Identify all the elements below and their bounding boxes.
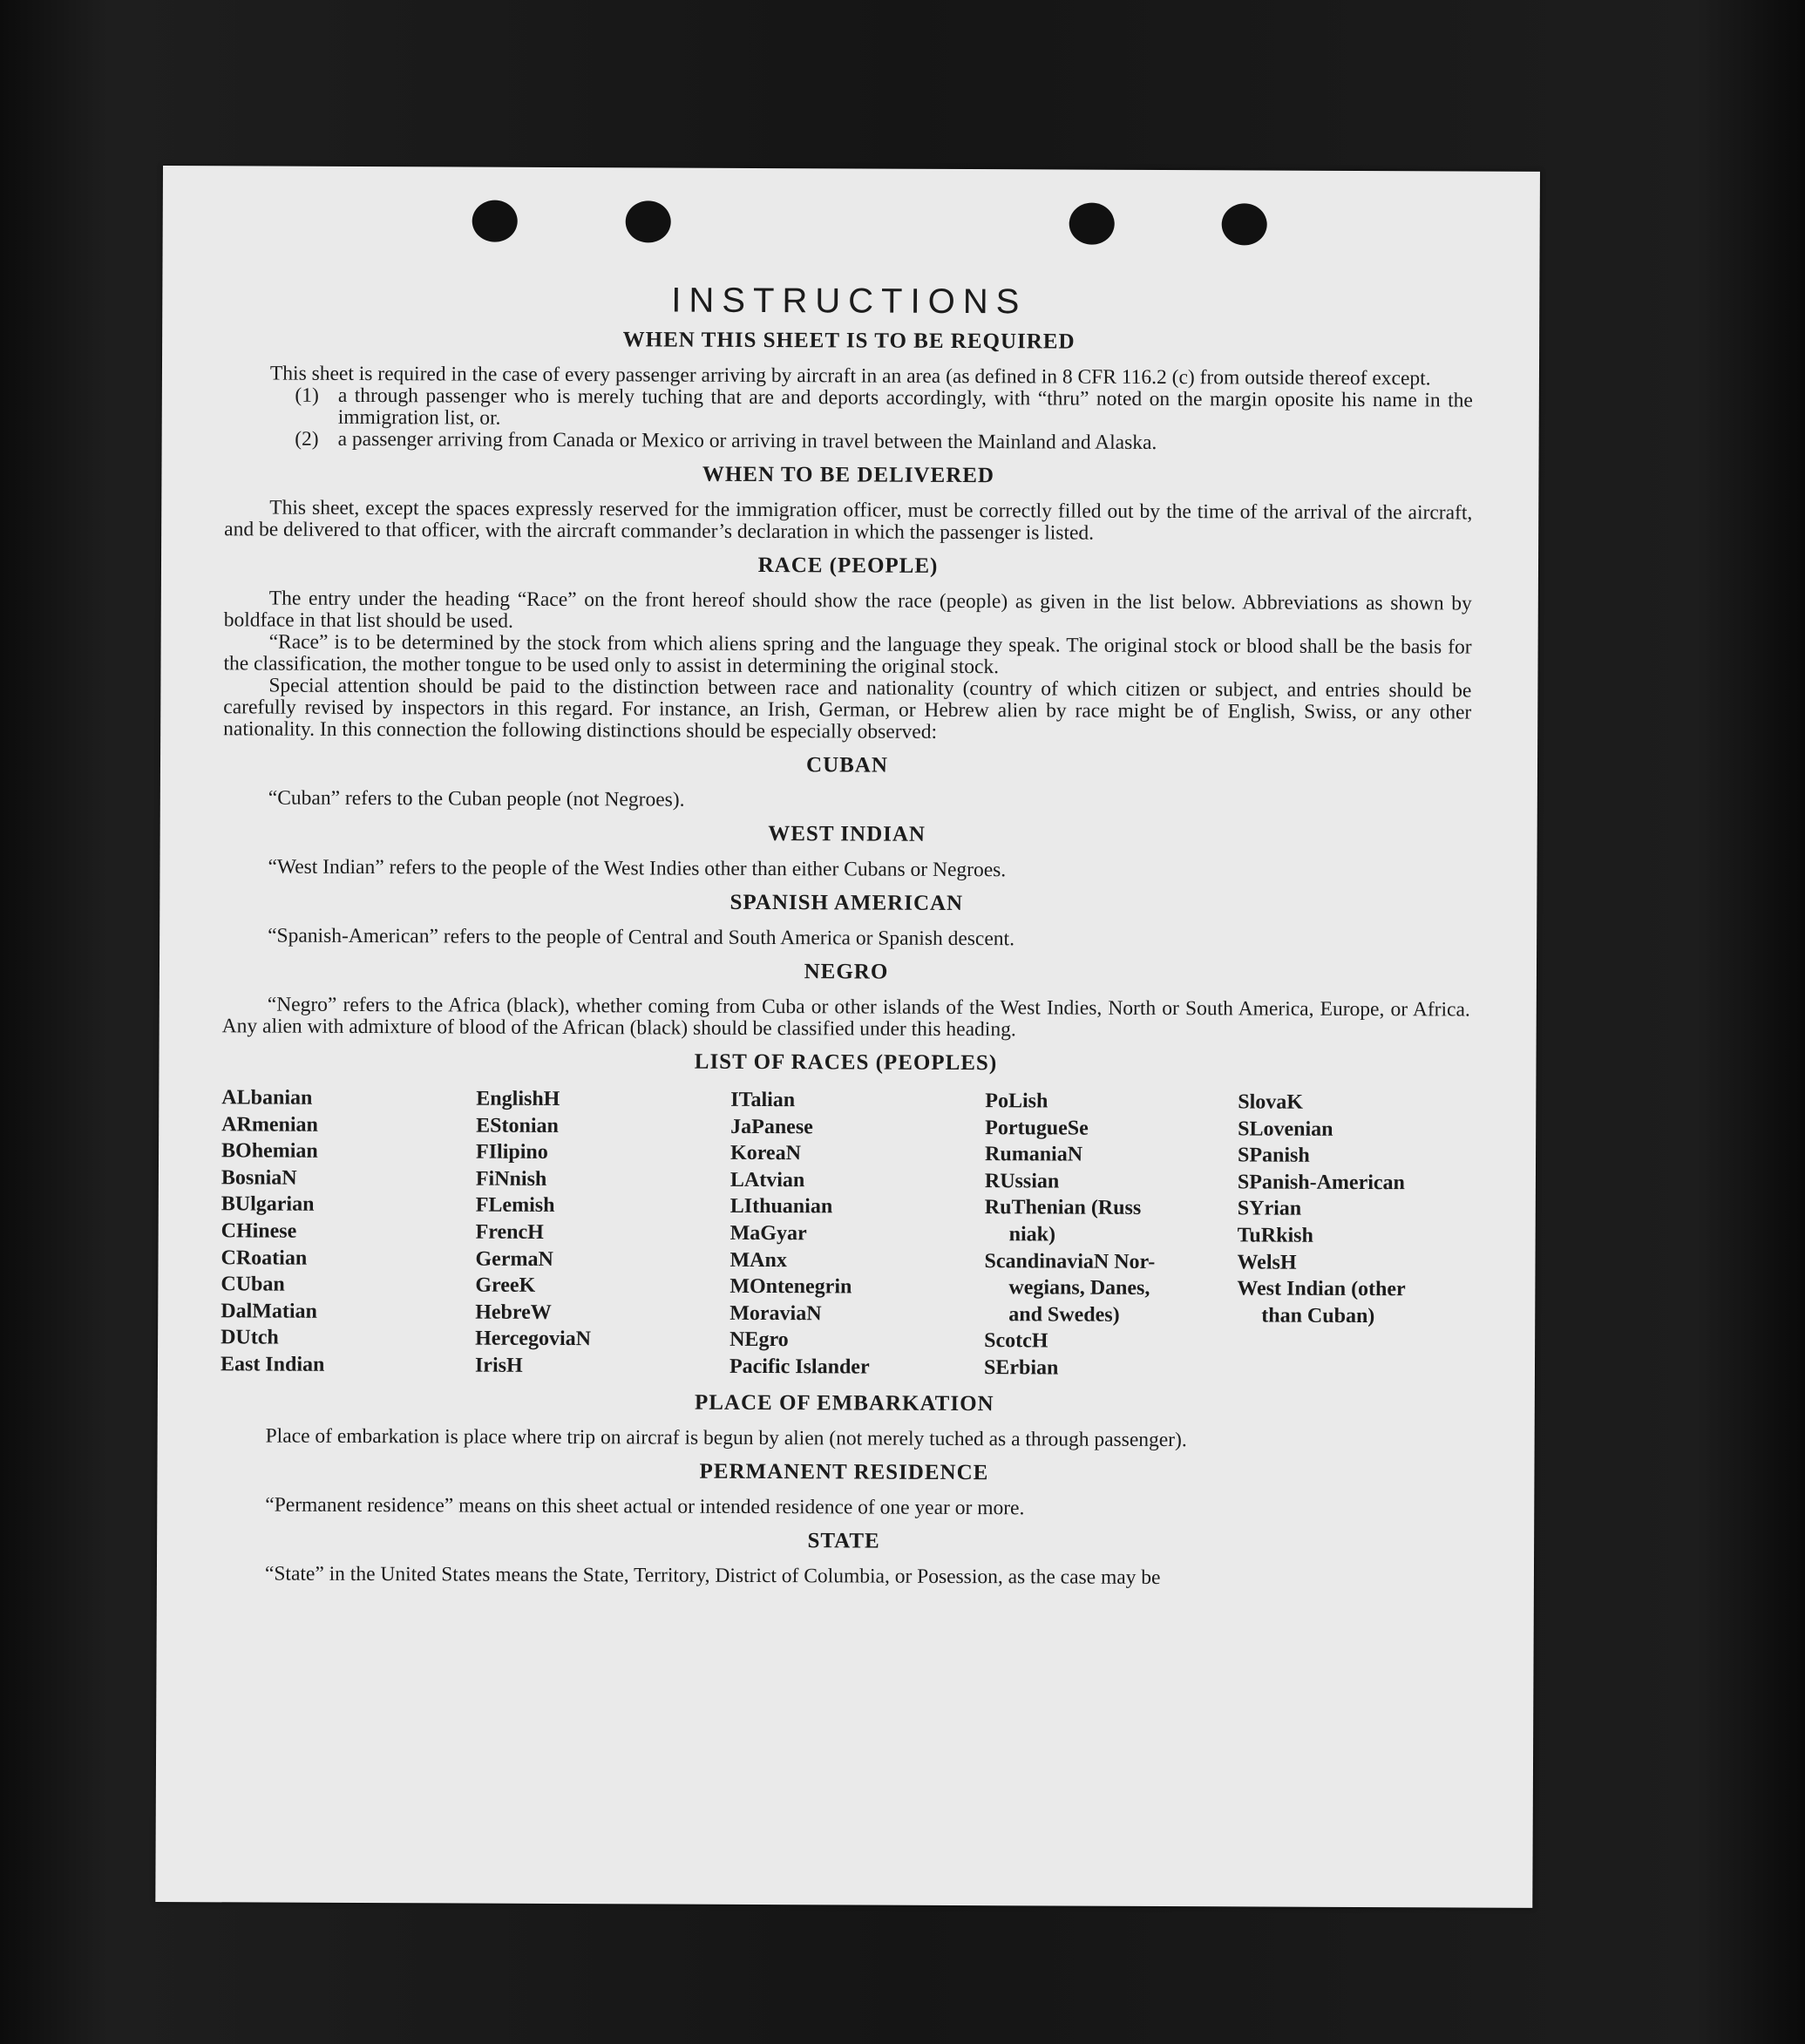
- document-body: [220, 279, 1474, 1590]
- section-heading-west-indian: WEST INDIAN: [768, 822, 926, 846]
- race-entry: ScandinaviaN Nor-: [984, 1249, 1156, 1273]
- race-entry: JaPanese: [730, 1115, 813, 1138]
- race-entry: HebreW: [475, 1300, 552, 1324]
- race-entry-continuation: and Swedes): [1008, 1302, 1120, 1327]
- race-entry: RuThenian (Russ: [984, 1196, 1142, 1220]
- race-entry: KoreaN: [730, 1142, 801, 1165]
- race-entry: NEgro: [729, 1328, 789, 1352]
- required-intro: This sheet is required in the case of every passenger arriving by aircraft in an area (as defined in 8 CFR 116.2 (c) from outside thereof except.: [269, 362, 1431, 390]
- race-entry: PortugueSe: [985, 1116, 1089, 1140]
- race-paragraph: “Race” is to be determined by the stock from which aliens spring and the language they speak. The original stock or blood shall be the basis for the classification, the mother tongue to be used only to assist in determining the original stock.: [223, 630, 1472, 679]
- race-entry: ScotcH: [984, 1329, 1048, 1353]
- race-entry: DUtch: [221, 1326, 279, 1349]
- race-paragraph: The entry under the heading “Race” on the front hereof should show the race (people) as given in the list below. Abbreviations as shown by boldface in that list should be used.: [223, 587, 1472, 633]
- section-heading-embarkation: PLACE OF EMBARKATION: [694, 1390, 994, 1416]
- punch-hole: [1069, 203, 1115, 245]
- race-entry: SYrian: [1237, 1197, 1302, 1221]
- race-entry: HercegoviaN: [475, 1327, 592, 1351]
- race-entry: MOntenegrin: [729, 1275, 852, 1299]
- races-column: [221, 1084, 476, 1379]
- cuban-text: “Cuban” refers to the Cuban people (not Negroes).: [268, 786, 685, 811]
- race-entry: CHinese: [221, 1219, 297, 1243]
- section-heading-spanish-american: SPANISH AMERICAN: [729, 890, 964, 916]
- section-heading-required: WHEN THIS SHEET IS TO BE REQUIRED: [622, 328, 1076, 354]
- race-entry-continuation: wegians, Danes,: [1008, 1276, 1150, 1300]
- race-entry: RumaniaN: [985, 1143, 1083, 1166]
- race-entry: PoLish: [985, 1090, 1048, 1113]
- race-entry: FLemish: [475, 1193, 555, 1218]
- races-column: [1237, 1089, 1469, 1383]
- race-entry: RUssian: [984, 1169, 1060, 1193]
- race-entry: Pacific Islander: [729, 1355, 870, 1379]
- race-entry: West Indian (other: [1237, 1277, 1406, 1301]
- race-entry: SErbian: [983, 1356, 1059, 1380]
- exception-item: [225, 428, 1473, 455]
- race-entry: BosniaN: [221, 1166, 297, 1190]
- races-list: [221, 1084, 1469, 1383]
- race-entry: GreeK: [475, 1273, 536, 1298]
- races-column: [475, 1086, 730, 1381]
- race-entry: CRoatian: [221, 1246, 308, 1270]
- section-heading-cuban: CUBAN: [805, 753, 889, 778]
- exception-text: a through passenger who is merely tuching that are and deports accordingly, with “thru” noted on the margin oposite his name in the immigration list, or.: [337, 384, 1473, 430]
- race-entry: SPanish: [1238, 1144, 1310, 1167]
- race-entry: GermaN: [475, 1247, 553, 1271]
- race-entry: EnglishH: [476, 1087, 560, 1110]
- race-entry: LAtvian: [729, 1168, 805, 1192]
- state-text: “State” in the United States means the State, Territory, District of Columbia, or Posession, as the case may be: [264, 1562, 1161, 1589]
- section-heading-race: RACE (PEOPLE): [757, 553, 939, 578]
- section-heading-residence: PERMANENT RESIDENCE: [699, 1459, 989, 1484]
- race-paragraph: Special attention should be paid to the distinction between race and nationality (country of which citizen or subject, and entries should be carefully revised by inspectors in this regard. For instance, an Irish, German, or Hebrew alien by race might be of English, Swiss, or any other nationality. In this connection the following distinctions should be especially observed:: [223, 674, 1472, 744]
- race-entry: ALbanian: [221, 1086, 313, 1110]
- race-entry: BOhemian: [221, 1139, 318, 1163]
- section-heading-negro: NEGRO: [804, 960, 889, 984]
- race-entry: BUlgarian: [221, 1192, 315, 1217]
- section-heading-races: LIST OF RACES (PEOPLES): [694, 1049, 998, 1076]
- race-entry: MoraviaN: [729, 1301, 822, 1326]
- race-entry: FrencH: [475, 1220, 544, 1244]
- exception-number: (2): [295, 427, 319, 451]
- race-entry: IrisH: [474, 1354, 523, 1377]
- race-entry: ARmenian: [221, 1112, 318, 1137]
- race-entry-continuation: niak): [1008, 1223, 1056, 1246]
- race-entry: TuRkish: [1237, 1224, 1313, 1247]
- race-entry: LIthuanian: [729, 1195, 833, 1219]
- race-entry: CUban: [221, 1273, 285, 1296]
- punch-hole: [1222, 203, 1267, 245]
- exception-text: a passenger arriving from Canada or Mexico or arriving in travel between the Mainland and Alaska.: [337, 427, 1157, 454]
- exception-number: (1): [295, 384, 319, 407]
- race-entry: MAnx: [729, 1248, 787, 1272]
- residence-text: “Permanent residence” means on this sheet actual or intended residence of one year or more.: [265, 1493, 1025, 1519]
- punch-hole: [626, 200, 671, 242]
- negro-text: “Negro” refers to the Africa (black), whether coming from Cuba or other islands of the West Indies, North or South America, Europe, or Africa. Any alien with admixture of blood of the African (black) should be classified under this heading.: [221, 993, 1470, 1042]
- race-entry: FiNnish: [475, 1167, 547, 1191]
- section-heading-state: STATE: [807, 1528, 880, 1553]
- embarkation-text: Place of embarkation is place where trip on aircraf is begun by alien (not merely tuched as a through passenger).: [265, 1424, 1187, 1451]
- race-entry-continuation: than Cuban): [1261, 1304, 1375, 1328]
- race-entry: East Indian: [220, 1353, 325, 1376]
- section-heading-delivered: WHEN TO BE DELIVERED: [702, 462, 995, 488]
- race-entry: SlovaK: [1238, 1090, 1304, 1114]
- west-indian-text: “West Indian” refers to the people of the West Indies other than either Cubans or Negroes.: [268, 855, 1007, 882]
- races-column: [984, 1088, 1238, 1382]
- race-entry: SPanish-American: [1237, 1171, 1405, 1195]
- race-entry: FIlipino: [476, 1140, 548, 1165]
- spanish-american-text: “Spanish-American” refers to the people of Central and South America or Spanish descent.: [268, 924, 1015, 951]
- race-entry: EStonian: [476, 1114, 559, 1137]
- races-column: [729, 1087, 985, 1382]
- race-entry: WelsH: [1237, 1250, 1297, 1274]
- punch-hole: [472, 200, 518, 242]
- race-entry: MaGyar: [729, 1221, 807, 1246]
- race-entry: ITalian: [730, 1088, 796, 1112]
- race-entry: SLovenian: [1238, 1117, 1333, 1141]
- delivered-text: This sheet, except the spaces expressly reserved for the immigration officer, must be correctly filled out by the time of the arrival of the aircraft, and be delivered to that officer, with the aircraft commander’s declaration in which the passenger is listed.: [224, 496, 1473, 545]
- exception-item: [225, 384, 1473, 433]
- document-page: [155, 166, 1540, 1908]
- document-title: INSTRUCTIONS: [671, 281, 1028, 322]
- race-entry: DalMatian: [221, 1300, 317, 1323]
